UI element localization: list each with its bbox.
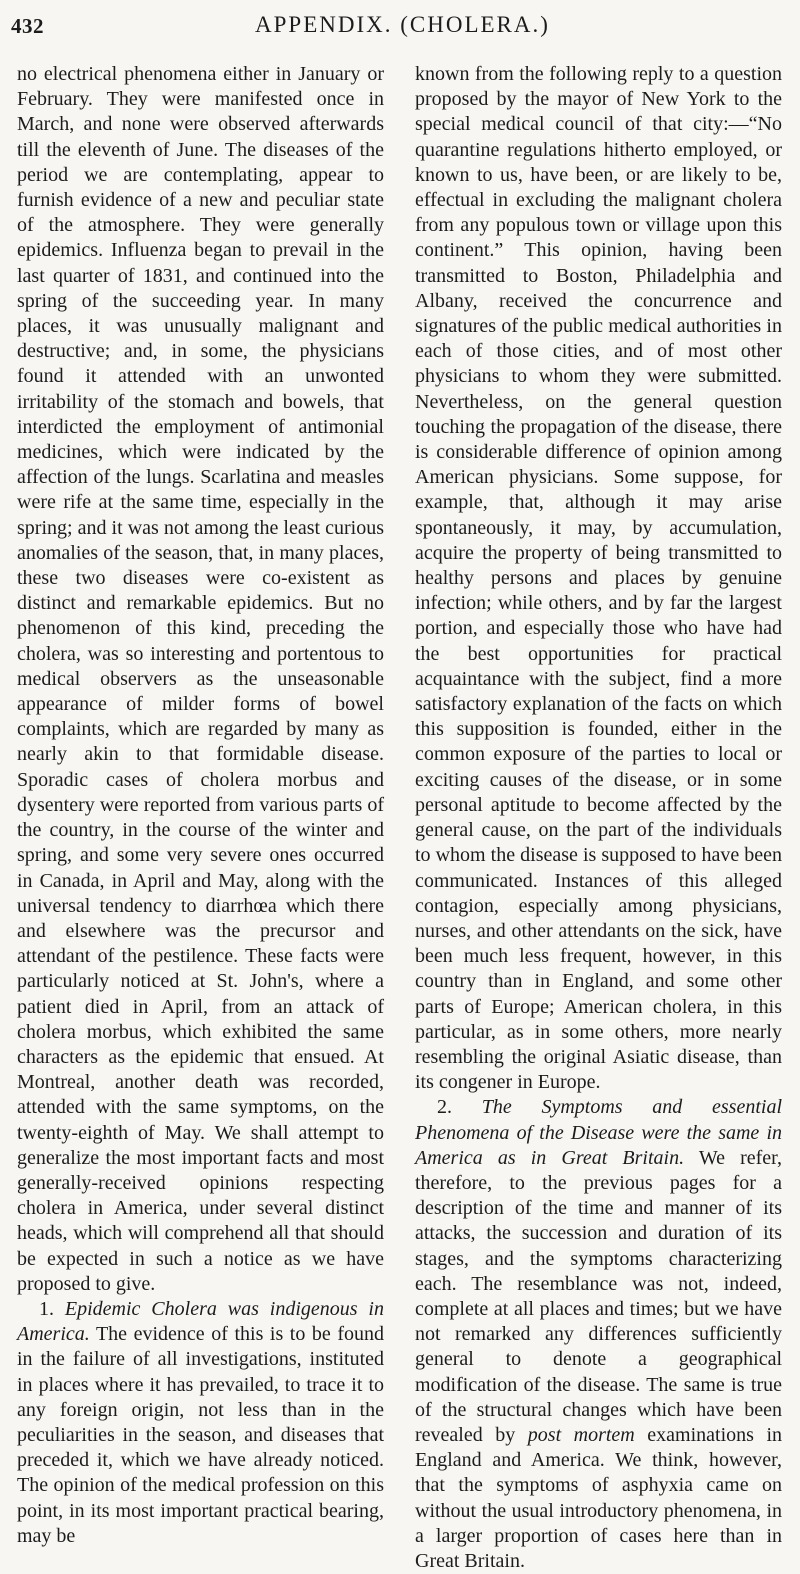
section-heading-2: The Symptoms and essential Phenomena of the Disease were the same in America as in Great Britain.	[415, 1096, 783, 1169]
left-column	[17, 62, 384, 1547]
section-text-2b: examinations in England and America. We think, however, that the symptoms of asphyxia came on without the usual introductory phenomena, in a larger proportion of cases here than in Great Britain.	[415, 1423, 783, 1572]
right-column	[415, 62, 783, 1572]
left-paragraph-1: no electrical phenomena either in January or February. They were manifested once in March, and none were observed afterwards till the eleventh of June. The diseases of the period we are contemplating, appear to furnish evidence of a new and peculiar state of the atmosphere. They were generally epidemics. Influenza began to prevail in the last quarter of 1831, and continued into the spring of the succeeding year. In many places, it was unusually malignant and destructive; and, in some, the physicians found it attended with an unwonted irritability of the stomach and bowels, that interdicted the employment of antimonial medicines, which were indicated by the affection of the lungs. Scarlatina and measles were rife at the same time, especially in the spring; and it was not among the least curious anomalies of the season, that, in many places, these two diseases were co-existent as distinct and remarkable epidemics. But no phenomenon of this kind, preceding the cholera, was so interesting and portentous to medical observers as the unseasonable appearance of milder forms of bowel complaints, which are regarded by many as nearly akin to that formidable disease. Sporadic cases of cholera morbus and dysentery were reported from various parts of the country, in the course of the winter and spring, and some very severe ones occurred in Canada, in April and May, along with the universal tendency to diarrhœa which there and elsewhere was the precursor and attendant of the pestilence. These facts were particularly noticed at St. John's, where a patient died in April, from an attack of cholera morbus, which exhibited the same characters as the epidemic that ensued. At Montreal, another death was recorded, attended with the same symptoms, on the twenty-eighth of May. We shall attempt to generalize the most important facts and most generally-received opinions respecting cholera in America, under several distinct heads, which will comprehend all that should be expected in such a notice as we have proposed to give.	[17, 63, 384, 1295]
section-heading-1: Epidemic Cholera was indigenous in America.	[17, 1297, 384, 1346]
section-number-1: 1.	[39, 1297, 54, 1320]
section-text-2a: We refer, therefore, to the previous pages for a description of the time and manner of its attacks, the succession and duration of its stages, and the symptoms characterizing each. The resemblance was not, indeed, complete at all places and times; but we have not remarked any differences sufficiently general to denote a geographical modification of the disease. The same is true of the structural changes which have been revealed by	[415, 1146, 783, 1446]
page-number: 432	[11, 14, 44, 38]
section-text-1: The evidence of this is to be found in the failure of all investigations, instituted in places where it has prevailed, to trace it to any foreign origin, not less than in the peculiarities in the season, and diseases that preceded it, which we have already noticed. The opinion of the medical profession on this point, in its most important practical bearing, may be	[17, 1323, 384, 1547]
left-paragraph-2	[17, 1297, 384, 1549]
running-head: APPENDIX. (CHOLERA.)	[255, 12, 550, 37]
post-mortem-italic: post mortem	[527, 1423, 635, 1446]
section-number-2: 2.	[437, 1096, 452, 1119]
right-paragraph-1: known from the following reply to a question proposed by the mayor of New York to the special medical council of that city:—“No quarantine regulations hitherto employed, or known to us, have been, or are likely to be, effectual in excluding the malignant cholera from any populous town or village upon this continent.” This opinion, having been transmitted to Boston, Philadelphia and Albany, received the concurrence and signatures of the public medical authorities in each of those cities, and of most other physicians to whom they were submitted. Nevertheless, on the general question touching the propagation of the disease, there is considerable difference of opinion among American physicians. Some suppose, for example, that, although it may arise spontaneously, it may, by accumulation, acquire the property of being transmitted to healthy persons and places by genuine infection; while others, and by far the largest portion, and especially those who have had the best opportunities for practical acquaintance with the subject, find a more satisfactory explanation of the facts on which this supposition is founded, either in the common exposure of the parties to local or exciting causes of the disease, or in some personal aptitude to become affected by the general cause, on the part of the individuals to whom the disease is supposed to have been communicated. Instances of this alleged contagion, especially among physicians, nurses, and other attendants on the sick, have been much less frequent, however, in this country than in England, and some other parts of Europe; American cholera, in this particular, as in some others, more nearly resembling the original Asiatic disease, than its congener in Europe.	[415, 63, 782, 1094]
right-paragraph-2	[415, 1095, 782, 1574]
